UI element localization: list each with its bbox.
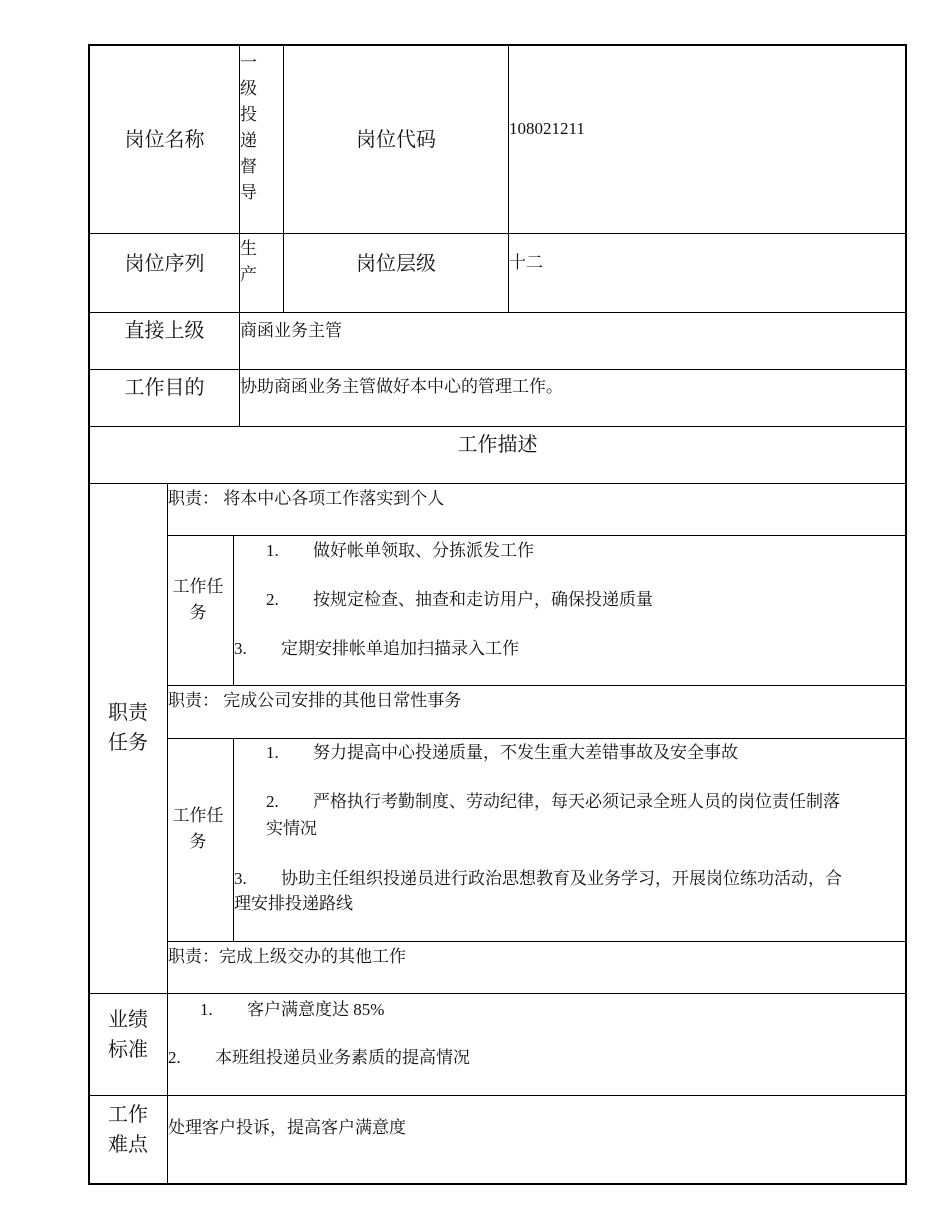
divider [88, 993, 907, 994]
post-level-label: 岗位层级 [356, 253, 436, 275]
divider [88, 483, 907, 484]
post-name-value: 一级投递督导 [240, 53, 257, 202]
superior-label: 直接上级 [124, 320, 205, 342]
duties-section-label: 职责任务 [108, 702, 148, 754]
divider [167, 483, 168, 1185]
duty-1-task-1: 1. 做好帐单领取、分拣派发工作 [266, 541, 534, 560]
performance-item-1: 1. 客户满意度达 85% [200, 1000, 385, 1019]
post-level-value: 十二 [509, 253, 543, 272]
duty-2-task-2-cont: 实情况 [266, 819, 317, 838]
divider [167, 685, 907, 686]
purpose-value: 协助商函业务主管做好本中心的管理工作。 [240, 377, 563, 396]
purpose-label: 工作目的 [124, 377, 205, 399]
post-code-value: 108021211 [509, 119, 585, 138]
divider [167, 941, 907, 942]
post-code-label: 岗位代码 [356, 128, 436, 151]
divider [233, 535, 234, 685]
divider [167, 738, 907, 739]
difficulty-label: 工作难点 [108, 1104, 148, 1156]
duty-1-task-label: 工作任务 [172, 577, 224, 622]
duty-2-task-1: 1. 努力提高中心投递质量，不发生重大差错事故及安全事故 [266, 743, 738, 762]
duty-2-task-3-cont: 理安排投递路线 [234, 894, 353, 913]
duty-1-title: 职责： 将本中心各项工作落实到个人 [168, 489, 445, 508]
performance-label: 业绩标准 [108, 1009, 148, 1061]
description-title: 工作描述 [457, 434, 538, 456]
divider [167, 535, 907, 536]
table-border-right [905, 44, 907, 1185]
table-border-bottom [88, 1183, 907, 1185]
difficulty-text: 处理客户投诉，提高客户满意度 [168, 1118, 406, 1137]
duty-2-task-3: 3. 协助主任组织投递员进行政治思想教育及业务学习，开展岗位练功活动，合 [234, 869, 842, 888]
duty-1-task-2: 2. 按规定检查、抽查和走访用户，确保投递质量 [266, 590, 653, 609]
duty-2-task-label: 工作任务 [172, 806, 224, 851]
divider [88, 1095, 907, 1096]
duty-1-task-3: 3. 定期安排帐单追加扫描录入工作 [234, 639, 519, 658]
post-series-label: 岗位序列 [124, 253, 205, 275]
duty-2-task-2: 2. 严格执行考勤制度、劳动纪律，每天必须记录全班人员的岗位责任制落 [266, 792, 840, 811]
duty-3-title: 职责：完成上级交办的其他工作 [168, 947, 406, 966]
post-series-value: 生产 [240, 239, 257, 284]
performance-item-2: 2. 本班组投递员业务素质的提高情况 [168, 1048, 470, 1067]
superior-value: 商函业务主管 [240, 321, 342, 340]
duty-2-title: 职责： 完成公司安排的其他日常性事务 [168, 691, 462, 710]
post-name-label: 岗位名称 [124, 128, 205, 151]
